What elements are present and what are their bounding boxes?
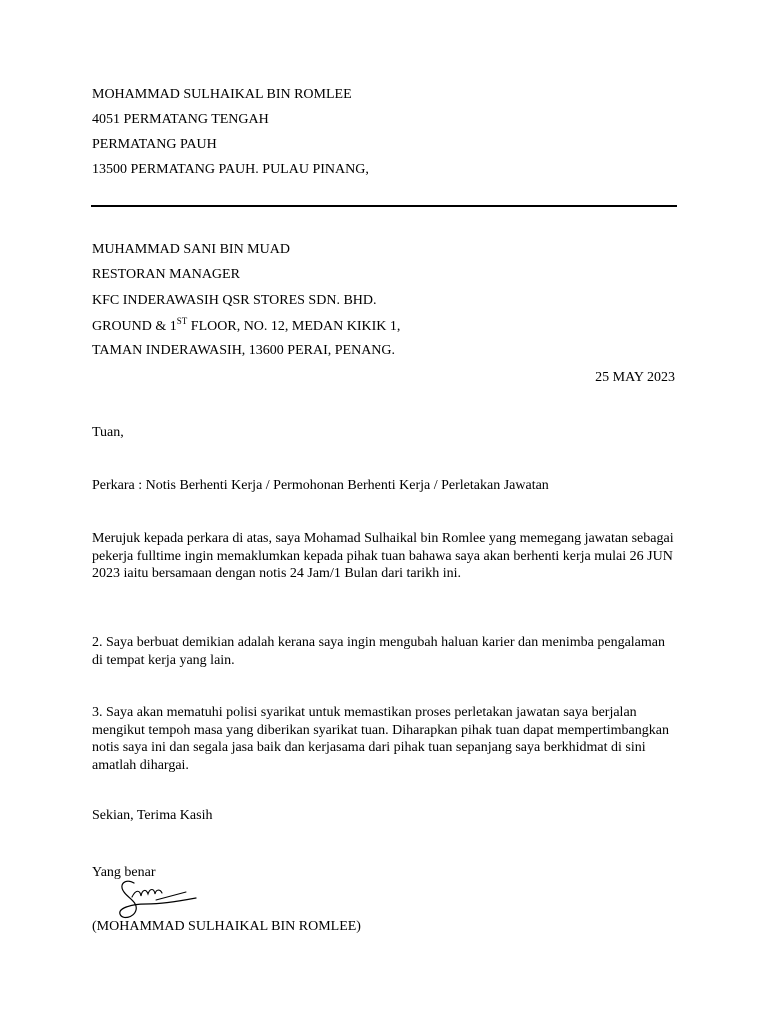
recipient-title: RESTORAN MANAGER xyxy=(92,267,240,282)
recipient-address-line1 xyxy=(92,318,400,336)
address-prefix: GROUND & 1 xyxy=(92,319,177,334)
salutation: Tuan, xyxy=(92,425,124,440)
address-superscript: ST xyxy=(176,316,188,326)
subject-line: Perkara : Notis Berhenti Kerja / Permohonan Berhenti Kerja / Perletakan Jawatan xyxy=(92,478,549,493)
letter-date: 25 MAY 2023 xyxy=(595,370,675,385)
sender-address-line1: 4051 PERMATANG TENGAH xyxy=(92,112,269,127)
address-suffix: FLOOR, NO. 12, MEDAN KIKIK 1, xyxy=(187,319,401,334)
sender-address-line2: PERMATANG PAUH xyxy=(92,137,217,152)
recipient-address-line2: TAMAN INDERAWASIH, 13600 PERAI, PENANG. xyxy=(92,343,396,358)
closing: Sekian, Terima Kasih xyxy=(92,808,213,823)
sign-off: Yang benar xyxy=(92,865,156,880)
paragraph-2: 2. Saya berbuat demikian adalah kerana saya ingin mengubah haluan karier dan menimba pengalaman di tempat kerja yang lain. xyxy=(92,635,666,668)
sender-name: MOHAMMAD SULHAIKAL BIN ROMLEE xyxy=(92,87,352,102)
paragraph-1: Merujuk kepada perkara di atas, saya Mohamad Sulhaikal bin Romlee yang memegang jawatan sebagai pekerja fulltime ingin memaklumkan kepada pihak tuan bahawa saya akan berhenti kerja mulai 26 JUN 2023 iaitu bersamaan dengan notis 24 Jam/1 Bulan dari tarikh ini. xyxy=(92,531,674,581)
sender-address-line3: 13500 PERMATANG PAUH. PULAU PINANG, xyxy=(92,162,369,177)
signatory-name: (MOHAMMAD SULHAIKAL BIN ROMLEE) xyxy=(92,919,361,934)
recipient-company: KFC INDERAWASIH QSR STORES SDN. BHD. xyxy=(92,293,377,308)
recipient-name: MUHAMMAD SANI BIN MUAD xyxy=(92,242,290,257)
header-divider xyxy=(91,205,677,207)
paragraph-3: 3. Saya akan mematuhi polisi syarikat untuk memastikan proses perletakan jawatan saya berjalan mengikut tempoh masa yang diberikan syarikat tuan. Diharapkan pihak tuan dapat mempertimbangkan notis saya ini dan segala jasa baik dan kerjasama dari pihak tuan sepanjang saya berkhidmat di sini amatlah dihargai. xyxy=(92,705,669,773)
